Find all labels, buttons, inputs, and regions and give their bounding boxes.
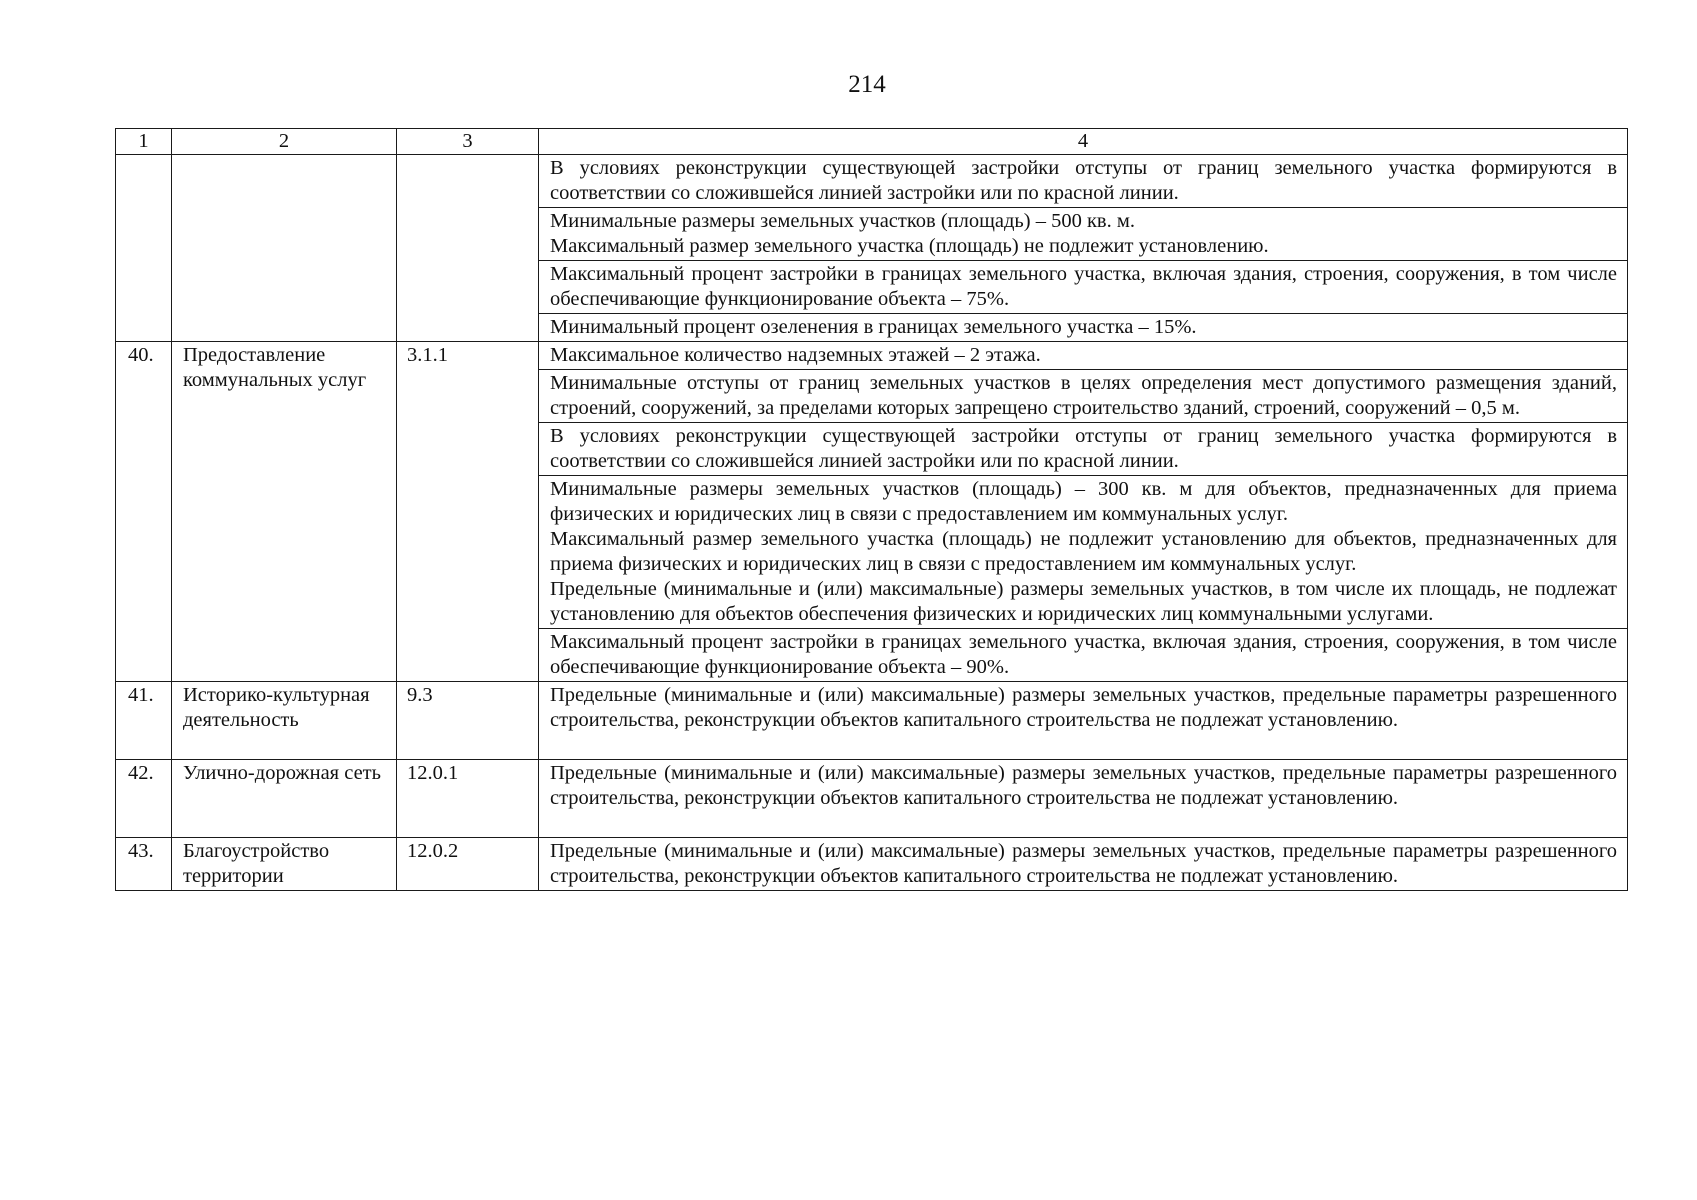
header-col-2: 2 [172,129,397,155]
use-name-cell: Благоустройство территории [172,838,397,891]
header-col-4: 4 [539,129,1628,155]
use-name-cell: Улично-дорожная сеть [172,760,397,838]
parameter-cell [539,760,1628,838]
parameter-cell [539,261,1628,314]
page-number: 214 [848,71,886,98]
parameter-cell [539,838,1628,891]
parameter-text: Минимальные размеры земельных участков (площадь) – 300 кв. м для объектов, предназначенных для приема физических и юридических лиц в связи с предоставлением им коммунальных услуг. [550,478,1617,525]
row-number-cell: 41. [116,682,172,760]
parameter-text: Максимальное количество надземных этажей – 2 этажа. [550,344,1041,366]
parameter-text: Максимальный размер земельного участка (площадь) не подлежит установлению для объектов, предназначенных для приема физических и юридических лиц в связи с предоставлением им коммунальных услуг. [550,528,1617,575]
parameter-text: Максимальный размер земельного участка (площадь) не подлежит установлению. [550,235,1269,257]
parameter-cell [539,155,1628,208]
parameter-text: Предельные (минимальные и (или) максимальные) размеры земельных участков, предельные параметры разрешенного строительства, реконструкции объектов капитального строительства не подлежат установлению. [550,684,1617,731]
parameter-cell [539,476,1628,629]
parameter-text: Минимальные размеры земельных участков (площадь) – 500 кв. м. [550,210,1135,232]
parameter-cell [539,423,1628,476]
use-name-cell: Историко-культурная деятельность [172,682,397,760]
parameter-text: Предельные (минимальные и (или) максимальные) размеры земельных участков, предельные параметры разрешенного строительства, реконструкции объектов капитального строительства не подлежат установлению. [550,762,1617,809]
table-row [116,682,1628,760]
parameter-text: Максимальный процент застройки в границах земельного участка, включая здания, строения, сооружения, в том числе обеспечивающие функционирование объекта – 90%. [550,631,1617,678]
table-row [116,342,1628,370]
table-header-row [116,129,1628,155]
use-code-cell: 12.0.1 [397,760,539,838]
table-row [116,760,1628,838]
parameter-cell [539,682,1628,760]
parameter-text: Минимальные отступы от границ земельных участков в целях определения мест допустимого размещения зданий, строений, сооружений, за пределами которых запрещено строительство зданий, строений, сооружений – 0,5 м. [550,372,1617,419]
use-code-cell: 9.3 [397,682,539,760]
row-number-cell: 43. [116,838,172,891]
regulations-table [115,128,1628,891]
row-number-cell: 40. [116,342,172,682]
parameter-cell [539,342,1628,370]
parameter-cell [539,208,1628,261]
parameter-text: Предельные (минимальные и (или) максимальные) размеры земельных участков, предельные параметры разрешенного строительства, реконструкции объектов капитального строительства не подлежат установлению. [550,840,1617,887]
parameter-cell [539,314,1628,342]
use-code-cell: 12.0.2 [397,838,539,891]
parameter-text: Минимальный процент озеленения в границах земельного участка – 15%. [550,316,1197,338]
parameter-cell [539,370,1628,423]
header-col-3: 3 [397,129,539,155]
parameter-text: Предельные (минимальные и (или) максимальные) размеры земельных участков, в том числе их площадь, не подлежат установлению для объектов обеспечения физических и юридических лиц коммунальными услугами. [550,578,1617,625]
row-number-cell: 42. [116,760,172,838]
header-col-1: 1 [116,129,172,155]
parameter-text: В условиях реконструкции существующей застройки отступы от границ земельного участка формируются в соответствии со сложившейся линией застройки или по красной линии. [550,157,1617,204]
row-number-cell [116,155,172,342]
table-row [116,155,1628,208]
parameter-cell [539,629,1628,682]
use-name-cell [172,155,397,342]
parameter-text: В условиях реконструкции существующей застройки отступы от границ земельного участка формируются в соответствии со сложившейся линией застройки или по красной линии. [550,425,1617,472]
parameter-text: Максимальный процент застройки в границах земельного участка, включая здания, строения, сооружения, в том числе обеспечивающие функционирование объекта – 75%. [550,263,1617,310]
table-row [116,838,1628,891]
use-name-cell: Предоставление коммунальных услуг [172,342,397,682]
use-code-cell: 3.1.1 [397,342,539,682]
use-code-cell [397,155,539,342]
